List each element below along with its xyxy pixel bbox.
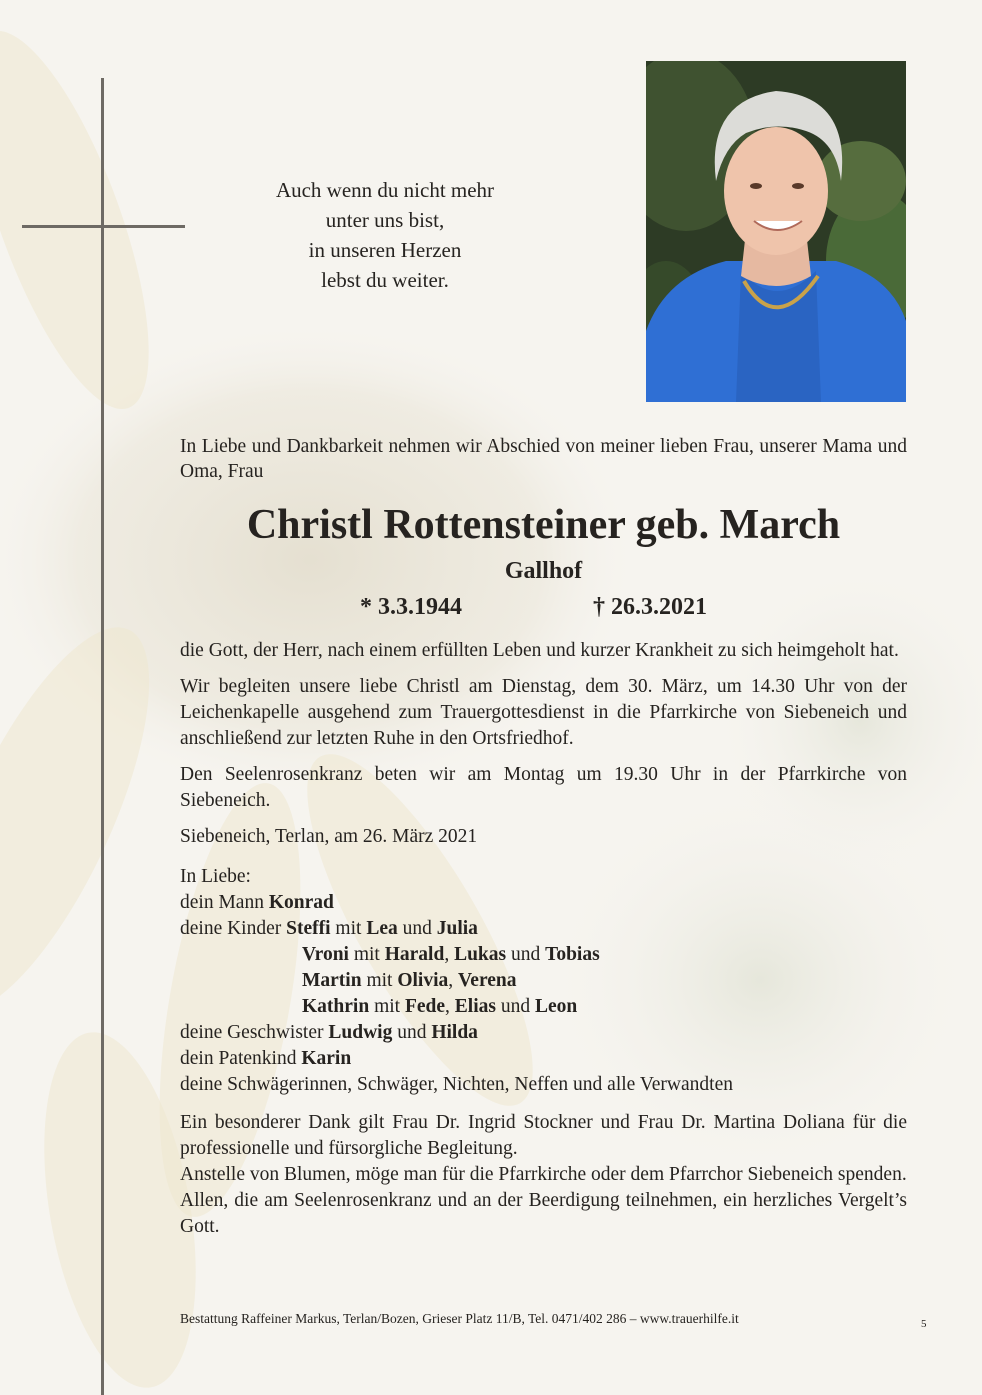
page-number: 5 bbox=[921, 1318, 927, 1330]
family-list bbox=[180, 864, 907, 1098]
paragraph: die Gott, der Herr, nach einem erfüllten Leben und kurzer Krankheit zu sich heimgeholt hat. bbox=[180, 640, 899, 661]
thanks-paragraph: Anstelle von Blumen, möge man für die Pfarrkirche oder dem Pfarrchor Siebeneich spenden. bbox=[180, 1164, 907, 1185]
cross-vertical-bar bbox=[101, 78, 104, 1395]
deceased-name: Christl Rottensteiner geb. March bbox=[246, 502, 841, 548]
intro-text: In Liebe und Dankbarkeit nehmen wir Abschied von meiner lieben Frau, unserer Mama und Oma, Frau bbox=[180, 436, 907, 482]
quote-line: lebst du weiter. bbox=[321, 268, 449, 292]
farm-name: Gallhof bbox=[504, 558, 583, 584]
death-date: † 26.3.2021 bbox=[593, 594, 707, 620]
paragraph: Wir begleiten unsere liebe Christl am Dienstag, dem 30. März, um 14.30 Uhr von der Leichenkapelle ausgehend zum Trauergottesdienst in die Pfarrkirche von Siebeneich und anschließend zur letzten Ruhe in den Ortsfriedhof. bbox=[180, 676, 907, 749]
paragraph: Den Seelenrosenkranz beten wir am Montag um 19.30 Uhr in der Pfarrkirche von Siebeneich. bbox=[180, 764, 907, 811]
family-children-row: Vroni mit Harald, Lukas und Tobias bbox=[302, 944, 600, 965]
cross-horizontal-bar bbox=[22, 225, 185, 228]
quote-line: unter uns bist, bbox=[325, 208, 445, 232]
quote-line: Auch wenn du nicht mehr bbox=[275, 178, 495, 202]
memorial-quote bbox=[240, 175, 530, 295]
family-children-row: Kathrin mit Fede, Elias und Leon bbox=[302, 996, 578, 1017]
portrait-photo bbox=[646, 61, 906, 402]
family-children-row: deine Kinder Steffi mit Lea und Julia bbox=[180, 918, 478, 939]
family-children-row: Martin mit Olivia, Verena bbox=[302, 970, 517, 991]
family-siblings: deine Geschwister Ludwig und Hilda bbox=[180, 1022, 478, 1043]
quote-line: in unseren Herzen bbox=[308, 238, 462, 262]
thanks-paragraph: Ein besonderer Dank gilt Frau Dr. Ingrid Stockner und Frau Dr. Martina Doliana für die professionelle und fürsorgliche Begleitung. bbox=[180, 1112, 907, 1159]
funeral-home-footer: Bestattung Raffeiner Markus, Terlan/Bozen, Grieser Platz 11/B, Tel. 0471/402 286 – www.trauerhilfe.it bbox=[180, 1311, 739, 1326]
intro-block bbox=[180, 434, 907, 484]
thanks-block bbox=[180, 1110, 907, 1240]
family-godchild: dein Patenkind Karin bbox=[180, 1048, 352, 1069]
family-husband: dein Mann Konrad bbox=[180, 892, 334, 913]
birth-date: * 3.3.1944 bbox=[360, 594, 462, 620]
thanks-paragraph: Allen, die am Seelenrosenkranz und an der Beerdigung teilnehmen, ein herzliches Vergelt’s Gott. bbox=[180, 1190, 907, 1237]
family-heading: In Liebe: bbox=[180, 866, 251, 887]
family-relatives: deine Schwägerinnen, Schwäger, Nichten, Neffen und alle Verwandten bbox=[180, 1074, 733, 1095]
place-date-line: Siebeneich, Terlan, am 26. März 2021 bbox=[180, 826, 478, 847]
notice-body bbox=[180, 638, 907, 1240]
